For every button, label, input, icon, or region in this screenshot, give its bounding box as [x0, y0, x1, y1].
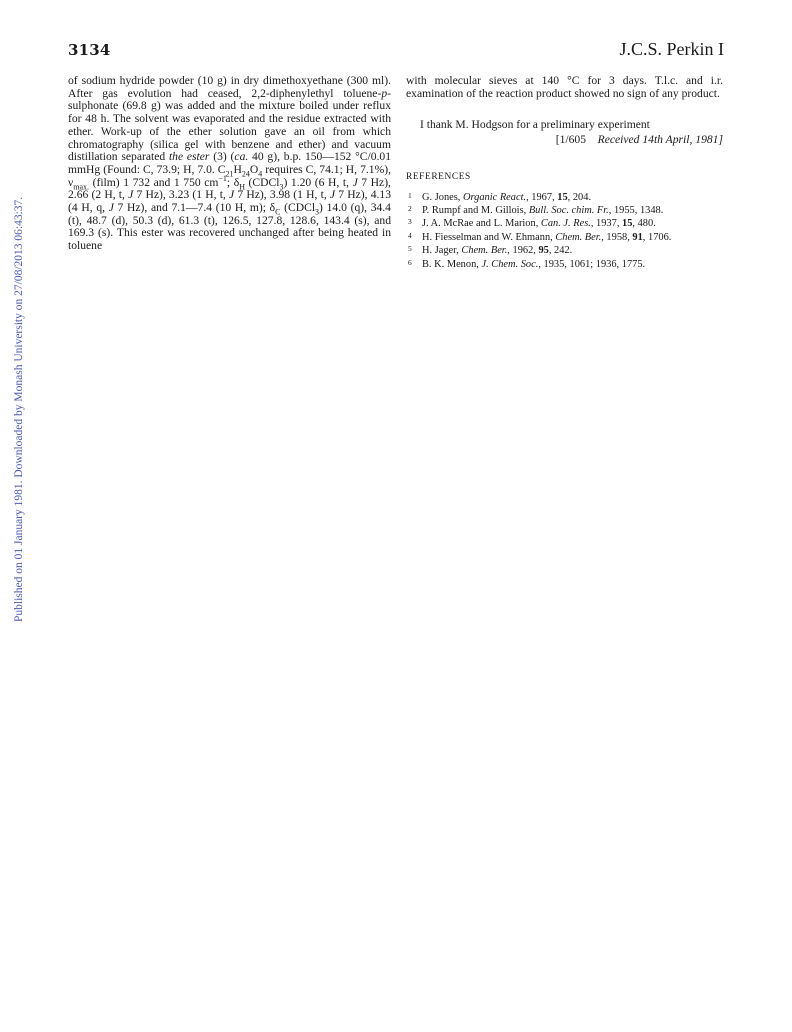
reference-post: , 480. — [632, 218, 656, 230]
reference-authors: H. Jager, — [422, 245, 462, 257]
reference-num: 1 — [408, 190, 412, 200]
reference-item — [406, 190, 723, 203]
references-heading: REFERENCES — [406, 171, 471, 182]
reference-item — [406, 257, 723, 270]
reference-item — [406, 203, 723, 216]
reference-authors: G. Jones, — [422, 191, 463, 203]
reference-journal: J. Chem. Soc. — [481, 258, 539, 270]
reference-item — [406, 230, 723, 243]
left-column — [68, 75, 391, 253]
reference-item — [406, 216, 723, 229]
reference-vol: 15 — [622, 218, 633, 230]
reference-num: 3 — [408, 217, 412, 227]
reference-num: 2 — [408, 203, 412, 213]
received-date: [1/605 Received 14th April, 1981] — [555, 133, 723, 147]
reference-journal: Chem. Ber. — [461, 245, 508, 257]
reference-vol: 91 — [632, 231, 643, 243]
download-watermark[interactable]: Published on 01 January 1981. Downloaded by Monash University on 27/08/2013 06:43:37. — [13, 196, 25, 622]
reference-vol: 95 — [538, 245, 549, 257]
page-number: 3134 — [68, 41, 111, 59]
experimental-paragraph: of sodium hydride powder (10 g) in dry dimethoxyethane (300 ml). After gas evolution had ceased, 2,2-diphenylethyl toluene-p-sulphonate (69.8 g) was added and the mixture boiled under reflux for 48 h. The solvent was evaporated and the residue extracted with ether. Work-up of the ether solution gave an oil from which chromatography (silica gel with benzene and ether) and vacuum distillation separated the ester (3) (ca. 40 g), b.p. 150—152 °C/0.01 mmHg (Found: C, 73.9; H, 7.0. $C_{21}H_{24}O_4$ requires C, 74.1; H, 7.1%), $\nu_{max.}$ (film) 1 732 and 1 750 $cm^{-1}$; $\delta_H$ (CDCl$_3$) 1.20 (6 H, t, J 7 Hz), 2.66 (2 H, t, J 7 Hz), 3.23 (1 H, t, J 7 Hz), 3.98 (1 H, t, J 7 Hz), 4.13 (4 H, q, J 7 Hz), and 7.1—7.4 (10 H, m); $\delta_C$ (CDCl$_3$) 14.0 (q), 34.4 (t), 48.7 (d), 50.3 (d), 61.3 (t), 126.5, 127.8, 128.6, 143.4 (s), and 169.3 (s). This ester was recovered unchanged after being heated in toluene — [68, 74, 392, 253]
reference-journal: Can. J. Res. — [540, 218, 591, 230]
reference-authors: B. K. Menon, — [422, 258, 482, 270]
reference-pre: , 1955, 1348. — [608, 204, 664, 216]
reference-pre: , 1937, — [590, 218, 623, 230]
reference-post: , 242. — [548, 245, 573, 257]
reference-item — [406, 243, 723, 256]
reference-authors: P. Rumpf and M. Gillois, — [422, 204, 529, 216]
reference-num: 4 — [408, 230, 412, 240]
reference-pre: , 1967, — [526, 191, 558, 203]
reference-num: 6 — [408, 257, 412, 267]
reference-num: 5 — [408, 244, 412, 254]
continuation-paragraph: with molecular sieves at 140 °C for 3 days. T.l.c. and i.r. examination of the reaction product showed no sign of any product. — [406, 74, 723, 100]
reference-pre: , 1935, 1061; 1936, 1775. — [538, 258, 646, 270]
reference-post: , 1706. — [642, 231, 672, 243]
reference-post: , 204. — [567, 191, 592, 203]
journal-title: J.C.S. Perkin I — [619, 39, 724, 59]
reference-vol: 15 — [557, 191, 568, 203]
reference-pre: , 1958, — [601, 231, 633, 243]
reference-authors: J. A. McRae and L. Marion, — [422, 218, 541, 230]
reference-journal: Organic React. — [462, 191, 527, 203]
reference-list — [406, 190, 723, 270]
reference-pre: , 1962, — [507, 245, 539, 257]
right-column — [406, 75, 723, 270]
reference-journal: Bull. Soc. chim. Fr. — [528, 204, 609, 216]
reference-journal: Chem. Ber. — [555, 231, 602, 243]
acknowledgement: I thank M. Hodgson for a preliminary experiment — [420, 118, 650, 132]
reference-authors: H. Fiesselman and W. Ehmann, — [422, 231, 556, 243]
